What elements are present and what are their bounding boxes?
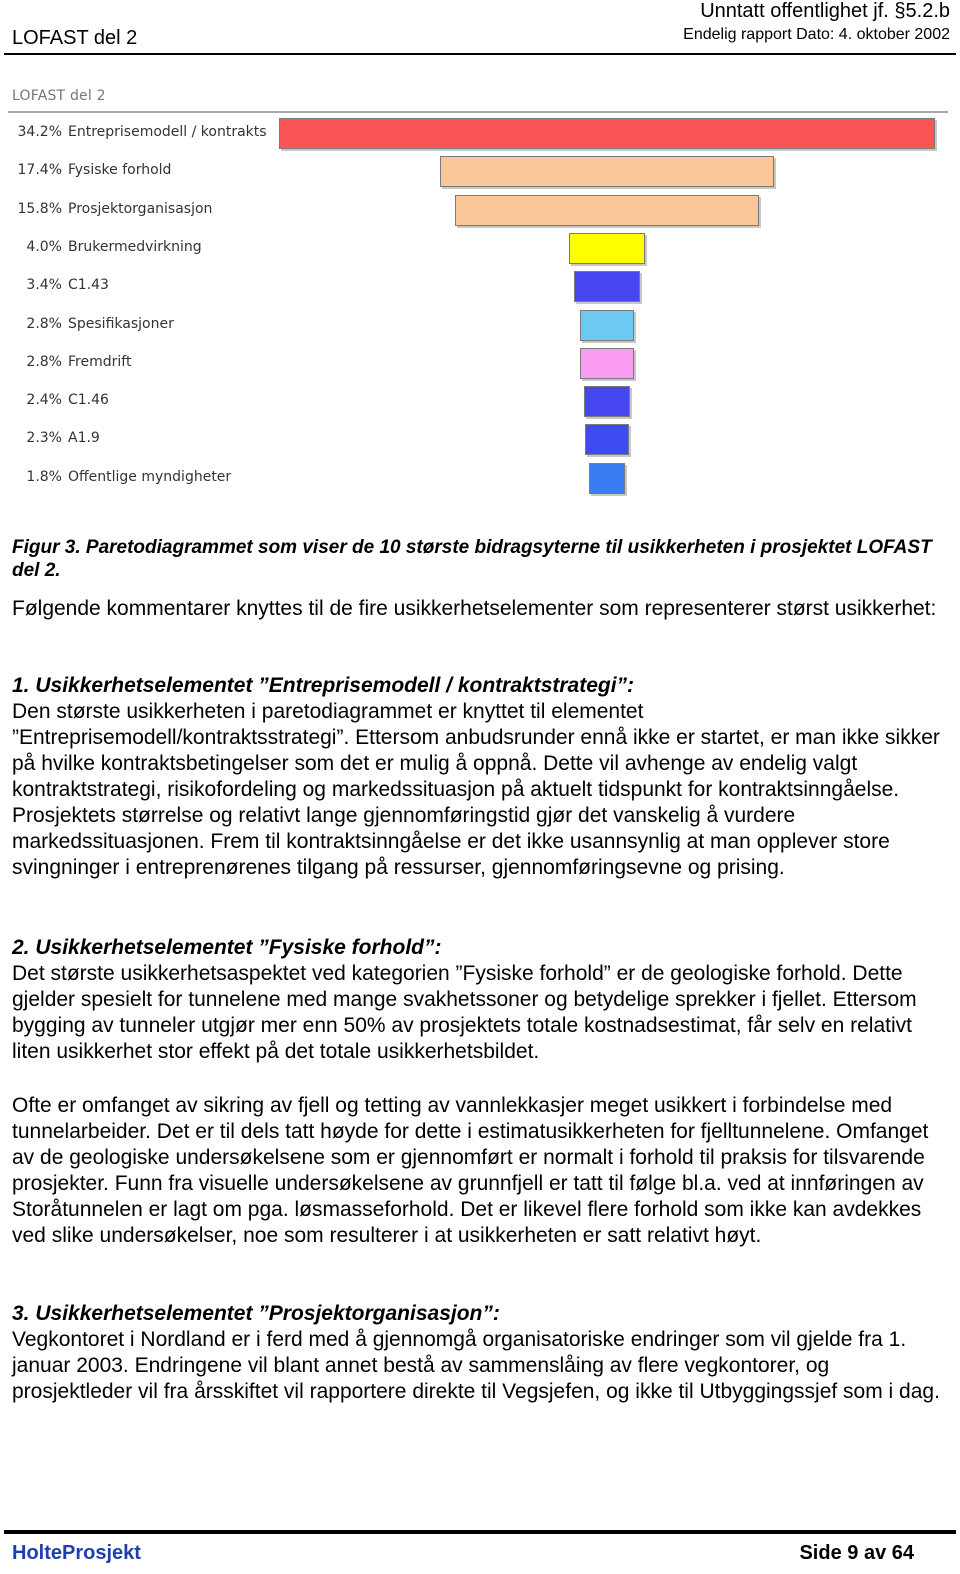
chart-bar	[580, 310, 634, 341]
chart-category-label: Brukermedvirkning	[68, 238, 202, 255]
chart-percent-label: 3.4%	[26, 277, 62, 294]
chart-percent-label: 2.8%	[26, 353, 62, 370]
chart-category-label: Spesifikasjoner	[68, 315, 174, 332]
section-2-text: Det største usikkerhetsaspektet ved kategorien ”Fysiske forhold” er de geologiske forhold. Dette gjelder spesielt for tunnelene med mange svakhetssoner og betydelige sprekker i fjellet. Ettersom bygging av tunneler utgjør mer enn 50% av prosjektets totale kostnadsestimat, får selv en relativt liten usikkerhet stor effekt på det totale usikkerhetsbildet.	[12, 962, 917, 1063]
header-classification: Unntatt offentlighet jf. §5.2.b	[700, 0, 950, 22]
section-1-text: Den største usikkerheten i paretodiagrammet er knyttet til elementet ”Entreprisemodell/kontraktsstrategi”. Ettersom anbudsrunder ennå ikke er startet, er man ikke sikker på hvilke kontraktsbetingelser som det er mulig å oppnå. Dette vil avhenge av endelig valgt kontraktstrategi, risikofordeling og markedssituasjon på aktuelt tidspunkt for kontraktsinngåelse. Prosjektets størrelse og relativt lange gjennomføringstid gjør det vanskelig å vurdere markedssituasjonen. Frem til kontraktsinngåelse er det ikke usannsynlig at man opplever store svingninger i entreprenørenes tilgang på ressurser, gjennomføringsevne og prising.	[12, 700, 940, 879]
chart-row-label	[12, 162, 171, 178]
chart-row-label	[12, 277, 109, 293]
pareto-chart	[4, 80, 948, 500]
header-document-title: LOFAST del 2	[12, 27, 138, 49]
chart-bar	[580, 348, 634, 379]
footer-divider	[4, 1530, 956, 1534]
section-3	[12, 1301, 952, 1405]
chart-bar	[574, 271, 639, 302]
section-3-text: Vegkontoret i Nordland er i ferd med å gjennomgå organisatoriske endringer som vil gjelde fra 1. januar 2003. Endringene vil blant annet bestå av sammenslåing av flere vegkontorer, og prosjektleder vil fra årsskiftet vil rapportere direkte til Vegsjefen, og ikke til Utbyggingssjef som i dag.	[12, 1328, 940, 1403]
section-2-heading: 2. Usikkerhetselementet ”Fysiske forhold”:	[12, 936, 442, 959]
chart-title-divider	[8, 111, 948, 113]
chart-percent-label: 17.4%	[17, 162, 62, 179]
chart-category-label: A1.9	[68, 430, 100, 447]
header-divider	[4, 53, 956, 55]
chart-percent-label: 4.0%	[26, 238, 62, 255]
chart-title: LOFAST del 2	[12, 88, 106, 104]
chart-bar	[585, 424, 629, 455]
chart-category-label: C1.43	[68, 277, 109, 294]
chart-row-label	[12, 430, 100, 446]
chart-row-label	[12, 239, 202, 255]
chart-bar	[569, 233, 646, 264]
chart-category-label: Entreprisemodell / kontrakts	[68, 124, 267, 140]
chart-bar	[440, 156, 774, 187]
footer-page-number: Side 9 av 64	[799, 1542, 914, 1564]
chart-category-label: Offentlige myndigheter	[68, 468, 232, 485]
figure-caption: Figur 3. Paretodiagrammet som viser de 10 største bidragsyterne til usikkerheten i prosjektet LOFAST del 2.	[12, 537, 932, 581]
chart-percent-label: 2.8%	[26, 315, 62, 332]
chart-percent-label: 1.8%	[26, 468, 62, 485]
section-2	[12, 935, 952, 1065]
chart-bar	[584, 386, 630, 417]
chart-percent-label: 2.4%	[26, 392, 62, 409]
chart-bar	[455, 195, 758, 226]
chart-row-label	[12, 201, 212, 217]
section-2-paragraph-2: Ofte er omfanget av sikring av fjell og tetting av vannlekkasjer meget usikkert i forbindelse med tunnelarbeider. Det er til dels tatt høyde for dette i estimatusikkerheten for fjelltunnelene. Omfanget av de geologiske undersøkelsene som er gjennomført er normalt i forhold til praksis for tilsvarende prosjekter. Funn fra visuelle undersøkelsene av grunnfjell er tatt til følge bl.a. ved at innføringen av Storåtunnelen er lagt om pga. løsmasseforhold. Det er likevel flere forhold som ikke kan avdekkes ved slike undersøkelser, noe som resulterer i at usikkerheten er satt relativt høyt.	[12, 1094, 929, 1247]
chart-row-label	[12, 124, 267, 140]
section-3-heading: 3. Usikkerhetselementet ”Prosjektorganisasjon”:	[12, 1302, 500, 1325]
chart-row-label	[12, 316, 174, 332]
intro-paragraph: Følgende kommentarer knyttes til de fire usikkerhetselementer som representerer størst usikkerhet:	[12, 597, 937, 620]
chart-percent-label: 15.8%	[17, 200, 62, 217]
chart-category-label: Fremdrift	[68, 353, 132, 370]
header-report-date: Endelig rapport Dato: 4. oktober 2002	[683, 26, 950, 43]
chart-row-label	[12, 354, 131, 370]
chart-percent-label: 34.2%	[17, 124, 62, 140]
chart-percent-label: 2.3%	[26, 430, 62, 447]
chart-row-label	[12, 392, 109, 408]
chart-bar	[589, 463, 625, 494]
chart-row-label	[12, 469, 231, 485]
footer-company: HolteProsjekt	[12, 1542, 141, 1564]
chart-bar	[279, 118, 935, 149]
section-1	[12, 673, 952, 881]
section-1-heading: 1. Usikkerhetselementet ”Entreprisemodell / kontraktstrategi”:	[12, 674, 635, 697]
chart-category-label: Prosjektorganisasjon	[68, 200, 213, 217]
chart-category-label: Fysiske forhold	[68, 162, 172, 179]
chart-category-label: C1.46	[68, 392, 109, 409]
